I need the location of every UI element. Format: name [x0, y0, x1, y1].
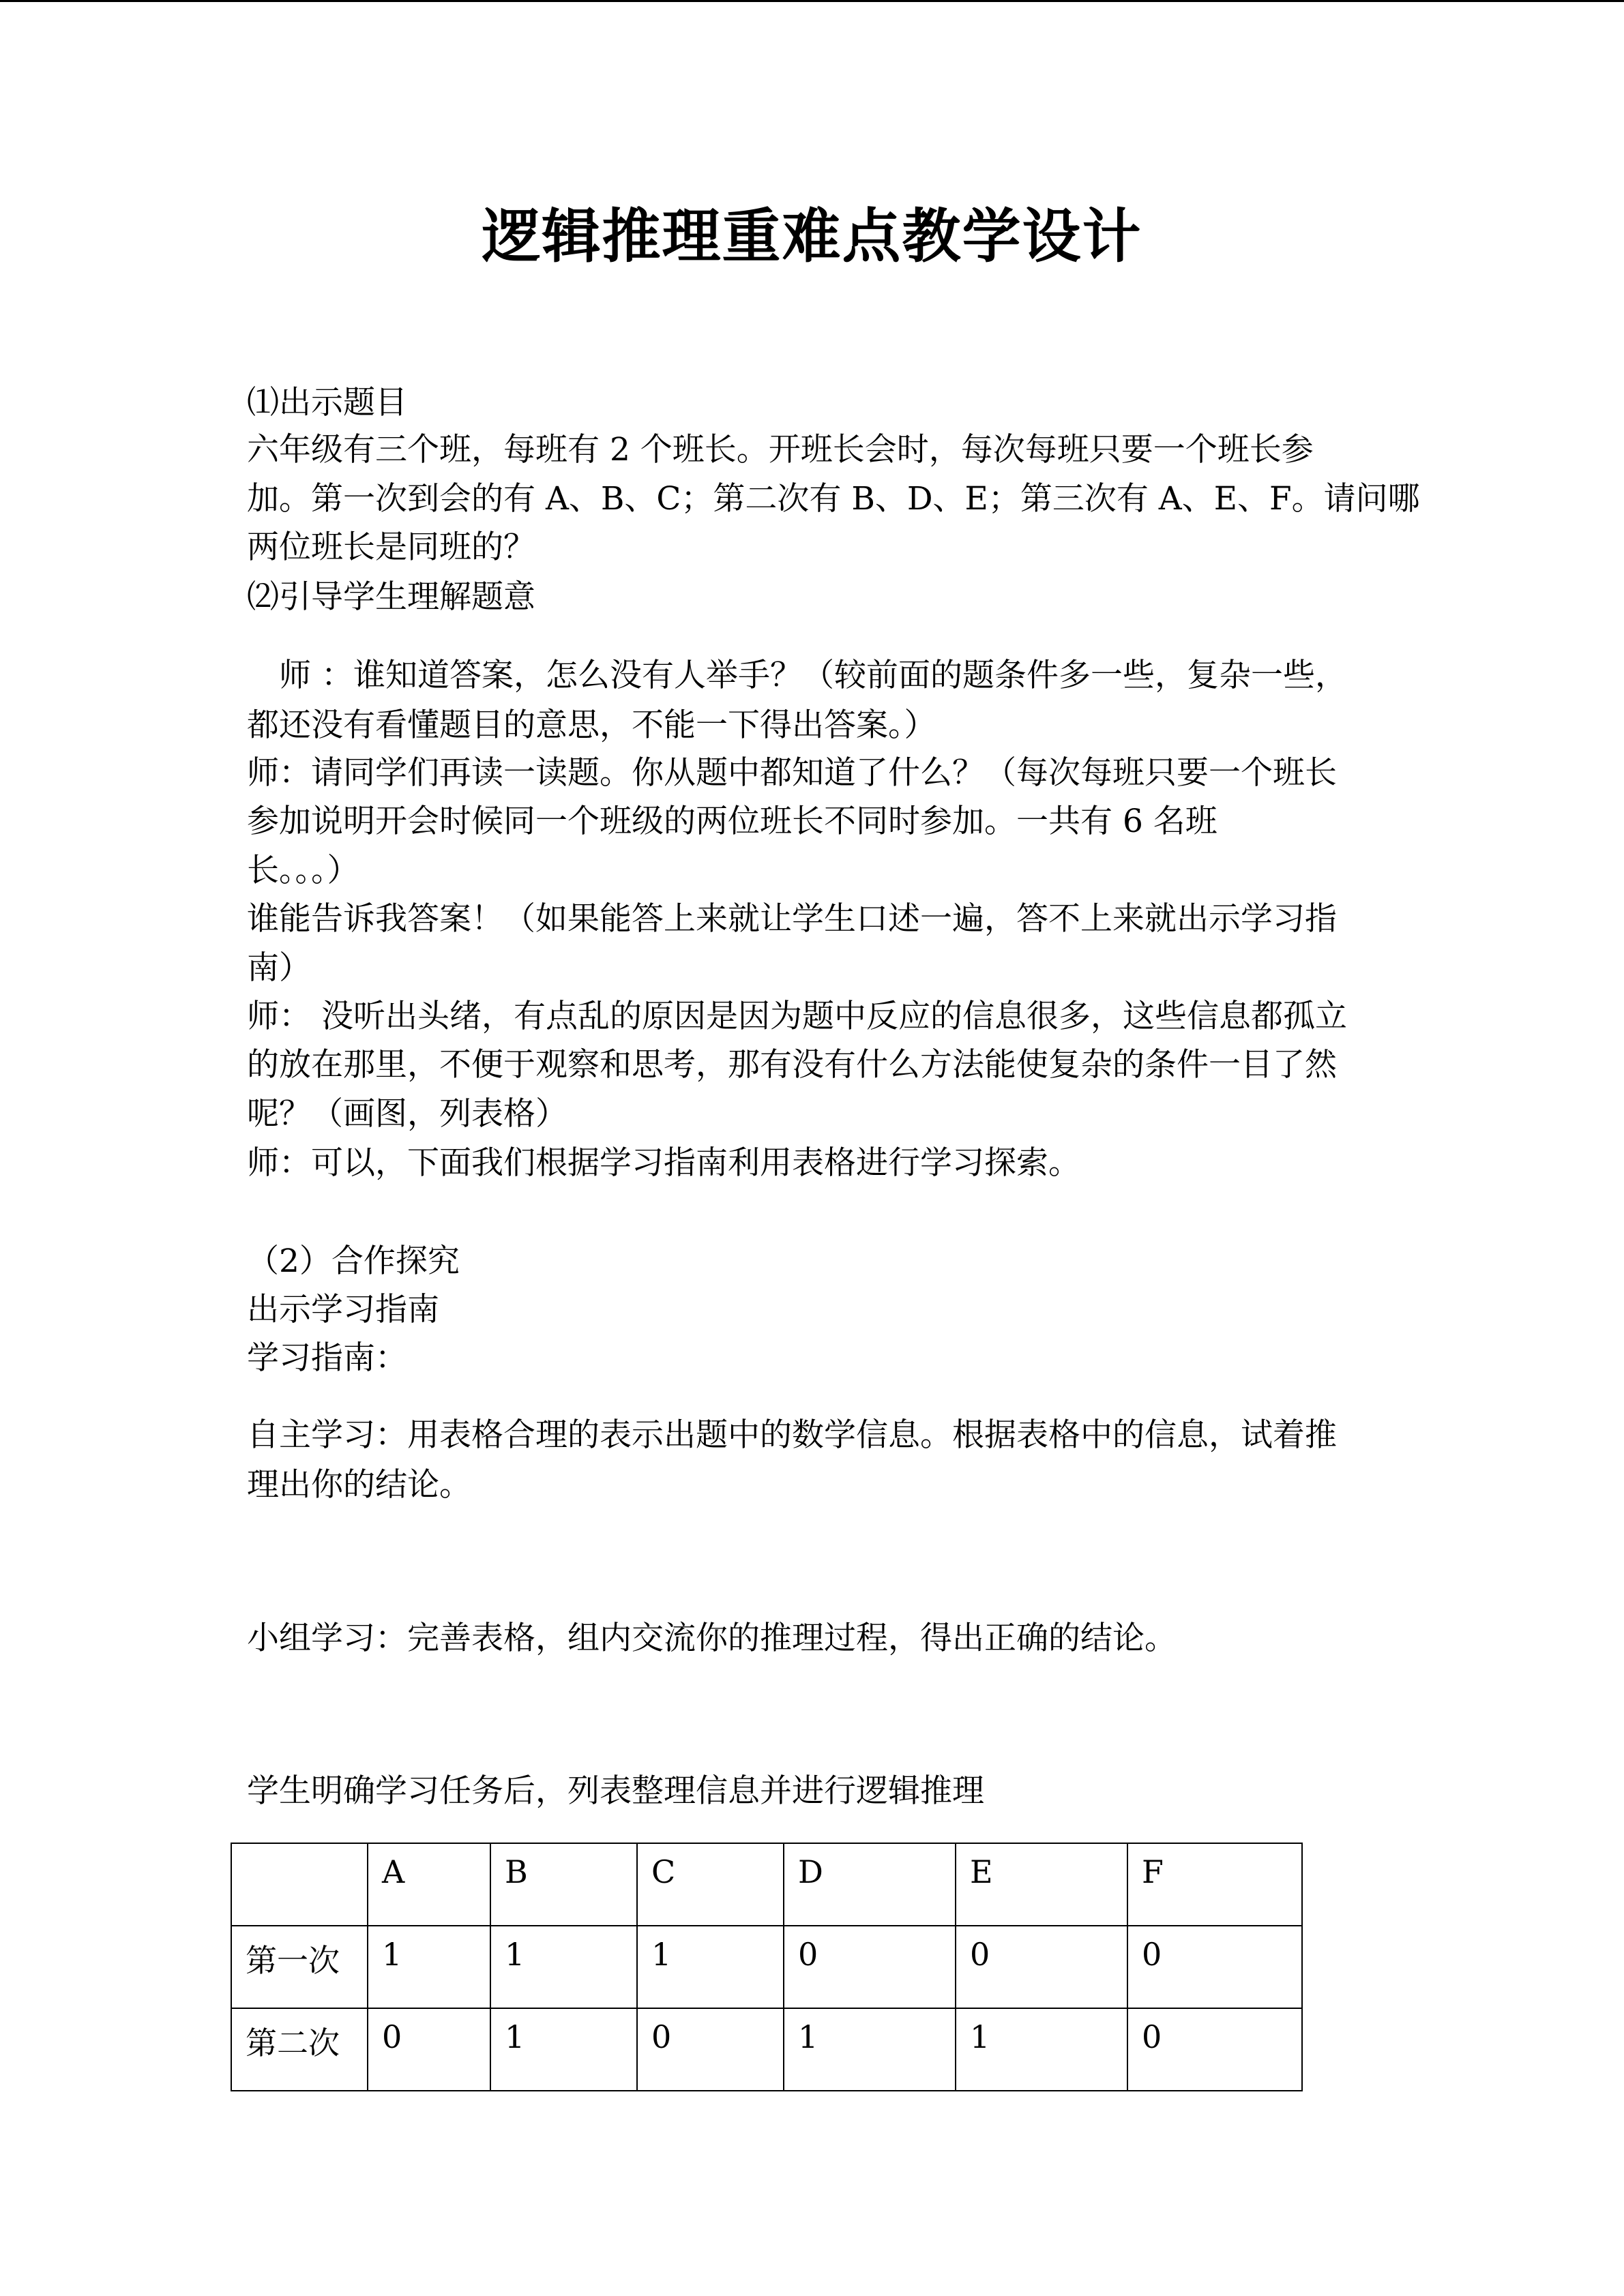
section-heading-guide-students: ⑵引导学生理解题意	[247, 578, 535, 616]
dialogue-line-10: 呢？（画图，列表格）	[247, 1095, 567, 1133]
table-row	[231, 1926, 1302, 2008]
dialogue-line-1: 师 ：谁知道答案，怎么没有人举手？（较前面的题条件多一些，复杂一些，	[247, 657, 1347, 694]
table-cell: 1	[490, 1926, 637, 2008]
table-row-label: 第二次	[231, 2008, 368, 2091]
dialogue-line-7: 南）	[247, 949, 311, 987]
table-header-cell: C	[637, 1843, 784, 1926]
table-cell: 0	[1127, 1926, 1302, 2008]
table-cell: 0	[368, 2008, 490, 2091]
dialogue-line-2: 都还没有看懂题目的意思，不能一下得出答案。）	[247, 706, 936, 744]
dialogue-line-4: 参加说明开会时候同一个班级的两位班长不同时参加。一共有 6 名班	[247, 803, 1217, 840]
self-study-line-2: 理出你的结论。	[247, 1466, 471, 1504]
attendance-table	[231, 1843, 1303, 2091]
section-heading-show-problem: ⑴出示题目	[247, 384, 407, 421]
table-header-row	[231, 1843, 1302, 1926]
self-study-line-1: 自主学习：用表格合理的表示出题中的数学信息。根据表格中的信息，试着推	[247, 1416, 1337, 1454]
table-header-cell: D	[784, 1843, 956, 1926]
table-cell: 1	[490, 2008, 637, 2091]
table-cell: 0	[1127, 2008, 1302, 2091]
dialogue-line-5: 长。。。）	[247, 852, 359, 889]
problem-line-1: 六年级有三个班，每班有 2 个班长。开班长会时，每次每班只要一个班长参	[247, 431, 1314, 468]
problem-line-2: 加。第一次到会的有 A、B、C；第二次有 B、D、E；第三次有 A、E、F。请问哪	[247, 480, 1420, 518]
top-border-line	[0, 0, 1624, 2]
table-cell: 1	[368, 1926, 490, 2008]
table-intro-line: 学生明确学习任务后，列表整理信息并进行逻辑推理	[247, 1772, 984, 1810]
table-header-cell: F	[1127, 1843, 1302, 1926]
table-cell: 1	[637, 1926, 784, 2008]
dialogue-line-8: 师： 没听出头绪，有点乱的原因是因为题中反应的信息很多，这些信息都孤立	[247, 998, 1347, 1035]
section-heading-cooperative-inquiry: （2）合作探究	[247, 1242, 460, 1280]
table-header-cell: E	[956, 1843, 1127, 1926]
table-cell: 1	[956, 2008, 1127, 2091]
document-title: 逻辑推理重难点教学设计	[482, 202, 1142, 271]
table-cell: 1	[784, 2008, 956, 2091]
table-row-label: 第一次	[231, 1926, 368, 2008]
dialogue-line-9: 的放在那里，不便于观察和思考，那有没有什么方法能使复杂的条件一目了然	[247, 1046, 1337, 1084]
table-header-cell: A	[368, 1843, 490, 1926]
table-cell: 0	[637, 2008, 784, 2091]
table-row	[231, 2008, 1302, 2091]
dialogue-line-11: 师：可以，下面我们根据学习指南利用表格进行学习探索。	[247, 1144, 1080, 1182]
show-study-guide-line: 出示学习指南	[247, 1291, 439, 1328]
table-cell: 0	[956, 1926, 1127, 2008]
dialogue-line-6: 谁能告诉我答案！（如果能答上来就让学生口述一遍，答不上来就出示学习指	[247, 900, 1337, 938]
table-header-cell: B	[490, 1843, 637, 1926]
dialogue-line-3: 师：请同学们再读一读题。你从题中都知道了什么？（每次每班只要一个班长	[247, 754, 1337, 792]
table-cell: 0	[784, 1926, 956, 2008]
table-header-cell	[231, 1843, 368, 1926]
problem-line-3: 两位班长是同班的？	[247, 528, 535, 566]
group-study-line: 小组学习：完善表格，组内交流你的推理过程，得出正确的结论。	[247, 1620, 1177, 1657]
study-guide-label: 学习指南：	[247, 1339, 407, 1377]
